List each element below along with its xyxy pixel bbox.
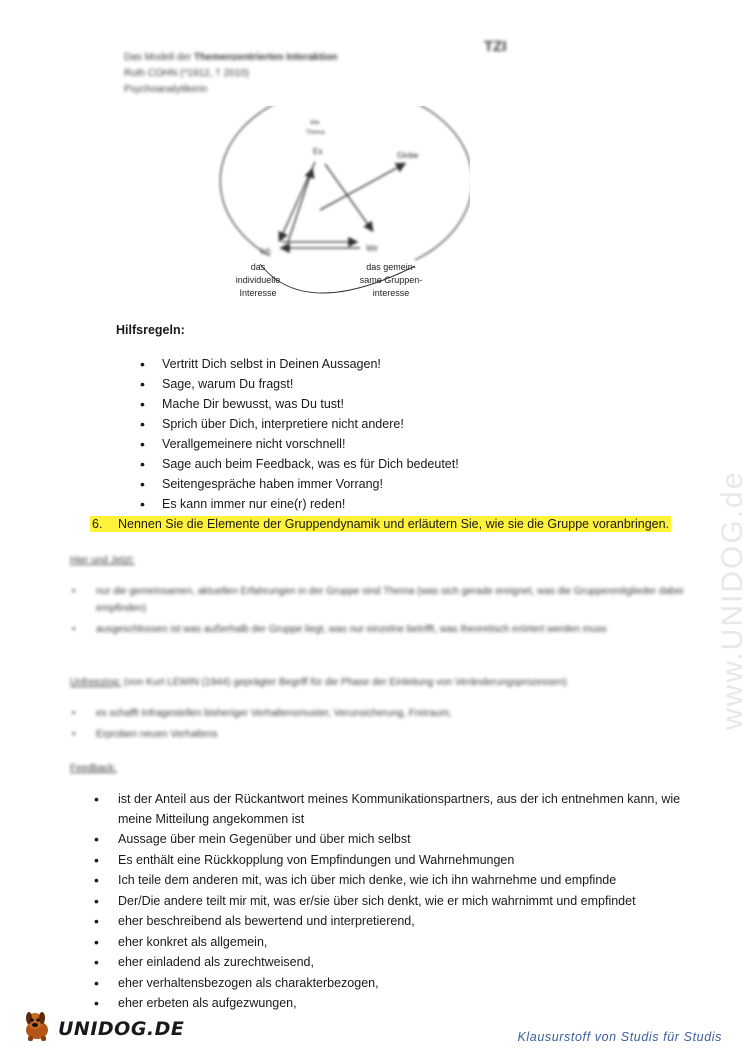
list-item: • Es kann immer nur eine(r) reden!	[140, 494, 459, 514]
tzi-label: TZI	[484, 38, 507, 55]
hilfsregeln-title: Hilfsregeln:	[116, 323, 185, 337]
list-item: • Vertritt Dich selbst in Deinen Aussagen!	[140, 354, 459, 374]
unfreezing-section	[70, 674, 700, 743]
list-item: • Der/Die andere teilt mir mit, was er/sie über sich denkt, wie er mich wahrnimmt und empfindet	[92, 892, 712, 912]
hier-list	[70, 583, 700, 638]
header-line-2: Ruth COHN (*1912, † 2010)	[124, 68, 250, 79]
list-item: • Sprich über Dich, interpretiere nicht andere!	[140, 414, 459, 434]
header-line-1	[124, 50, 337, 66]
hier-und-jetzt-section	[70, 552, 700, 638]
list-item: • Erproben neuen Verhaltens	[70, 726, 700, 743]
feedback-heading: Feedback:	[70, 763, 117, 774]
unfreezing-text: (von Kurt LEWIN (1944) geprägter Begriff für die Phase der Einleitung von Veränderungsprozessen)	[123, 677, 567, 688]
list-item: • Es enthält eine Rückkopplung von Empfindungen und Wahrnehmungen	[92, 851, 712, 871]
diagram-right-label-3: interesse	[372, 288, 410, 298]
logo-text: UNIDOG.DE	[58, 1017, 185, 1040]
list-item: • eher einladend als zurechtweisend,	[92, 953, 712, 973]
diagram-right-label-1: das gemein-	[366, 262, 416, 272]
list-item: • eher verhaltensbezogen als charakterbezogen,	[92, 974, 712, 994]
diagram-top-small2: Thema	[306, 130, 325, 136]
list-item: • eher beschreibend als bewertend und interpretierend,	[92, 912, 712, 932]
diagram-globe-label: Globe	[397, 151, 419, 160]
question-text: Nennen Sie die Elemente der Gruppendynamik und erläutern Sie, wie sie die Gruppe voranbringen.	[118, 517, 670, 531]
feedback-list	[92, 790, 712, 1015]
header-line-1-a: Das Modell der	[124, 52, 192, 63]
list-item: • Sage, warum Du fragst!	[140, 374, 459, 394]
watermark-text: www.UNIDOG.de	[718, 470, 748, 730]
header-line-1-b: Themenzentrierten Interaktion	[194, 52, 338, 63]
list-item: • ist der Anteil aus der Rückantwort meines Kommunikationspartners, aus der ich entnehmen kann, wie meine Mitteilung angekommen ist	[92, 790, 712, 829]
globe-ellipse	[220, 106, 470, 260]
tzi-diagram	[210, 106, 470, 306]
list-item: • Verallgemeinere nicht vorschnell!	[140, 434, 459, 454]
list-item: • eher erbeten als aufgezwungen,	[92, 994, 712, 1014]
diagram-wir-label: Wir	[366, 244, 378, 253]
diagram-left-label-1: das	[250, 262, 266, 272]
diagram-right-label-2: same Gruppen-	[359, 275, 423, 285]
list-item: • es schafft Infragestellen bisheriger Verhaltensmuster, Verunsicherung, Freiraum,	[70, 705, 700, 722]
list-item: • eher konkret als allgemein,	[92, 933, 712, 953]
unfreezing-heading: Unfreezing:	[70, 677, 122, 688]
header-line-3: Psychoanalytikerin	[124, 84, 208, 95]
feedback-heading-block	[70, 760, 117, 777]
hier-heading: Hier und Jetzt:	[70, 555, 135, 566]
list-item: • Seitengespräche haben immer Vorrang!	[140, 474, 459, 494]
header-block	[124, 50, 337, 98]
list-item: • Aussage über mein Gegenüber und über mich selbst	[92, 830, 712, 850]
diagram-ich-label: Ich	[260, 247, 271, 256]
triangle-arrows	[260, 120, 419, 256]
unfreezing-line	[70, 674, 700, 691]
watermark	[718, 290, 748, 730]
question-6-highlight	[90, 516, 671, 532]
question-number: 6.	[92, 517, 103, 531]
list-item: • nur die gemeinsamen, aktuellen Erfahrungen in der Gruppe sind Thema (was sich gerade ereignet, was die Gruppenmitglieder dabei empfinden)	[70, 583, 700, 617]
diagram-left-label-2: individuelle	[235, 275, 281, 285]
list-item: • ausgeschlossen ist was außerhalb der Gruppe liegt, was nur einzelne betrifft, was theoretisch erörtert werden muss	[70, 621, 700, 638]
hilfsregeln-list	[140, 354, 459, 514]
unfreezing-list	[70, 705, 700, 743]
list-item: • Sage auch beim Feedback, was es für Dich bedeutet!	[140, 454, 459, 474]
dog-icon	[20, 1010, 54, 1047]
footer-tagline: Klausurstoff von Studis für Studis	[517, 1030, 722, 1044]
list-item: • Ich teile dem anderen mit, was ich über mich denke, wie ich ihn wahrnehme und empfinde	[92, 871, 712, 891]
diagram-es-label: Es	[313, 147, 323, 156]
question-6	[90, 515, 671, 533]
diagram-top-small: das	[310, 120, 320, 126]
diagram-left-label-3: Interesse	[239, 288, 277, 298]
list-item: • Mache Dir bewusst, was Du tust!	[140, 394, 459, 414]
unidog-logo[interactable]	[20, 1010, 184, 1047]
